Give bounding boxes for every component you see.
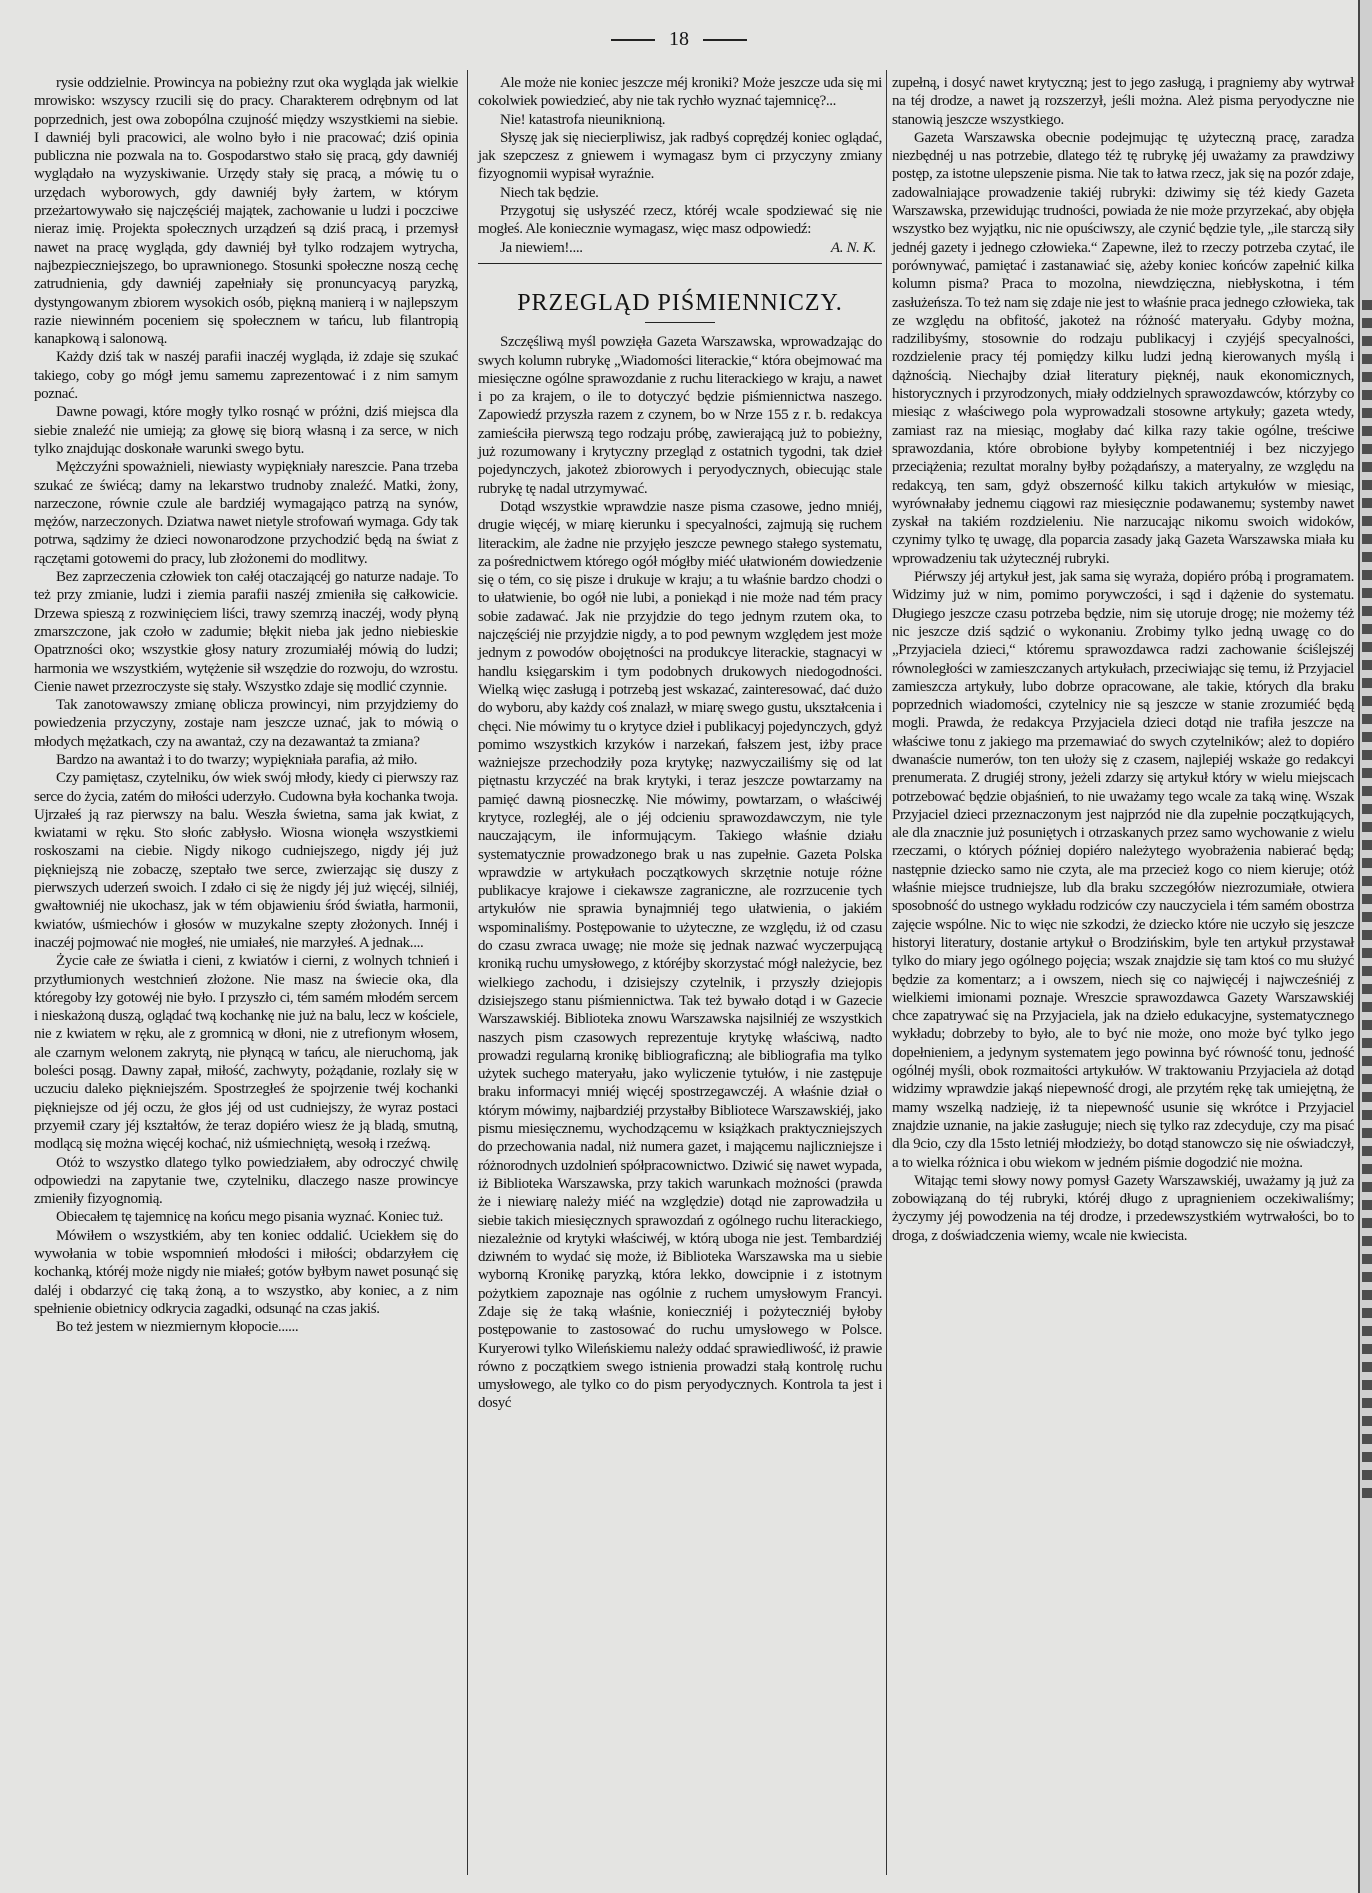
paragraph: Bo też jestem w niezmiernym kłopocie...... [56, 1319, 299, 1336]
paragraph: Dawne powagi, które mogły tylko rosnąć w próżni, dziś miejsca dla siebie znaleźć nie umieją; za głowę się biorą własną i za serce, w nich tylko znajdując doskonałe warunki swego bytu. [34, 404, 458, 457]
heading-rule [645, 322, 715, 323]
paragraph: Czy pamiętasz, czytelniku, ów wiek swój młody, kiedy ci pierwszy raz serce do życia, zatém do miłości uderzyło. Cudowna była kochanka twoja. Ujrzałeś ją raz pierwszy na balu. Weszła świetna, sama jak kwiat, z kwiatami w ręku. Sto słońc zabłysło. Wiosna wionęła wszystkiemi roskoszami na ciebie. Nigdy nikogo cudniejszego, nigdy jéj już piękniejszą nie zobaczę, szeptało twe serce, zwierzając się duszy z pierwszych uderzeń swoich. I zdało ci się że nigdy jéj już więcéj, silniéj, gwałtowniéj nie ukochasz, jak w tém objawieniu śród światła, harmonii, kwiatów, uśmiechów i głosów w muzykalne szepty złożonych. Innéj i inaczéj pojmować nie mogłeś, nie umiałeś, nie marzyłeś. A jednak.... [34, 770, 458, 951]
paragraph: Piérwszy jéj artykuł jest, jak sama się wyraża, dopiéro próbą i programatem. Widzimy już w nim, pomimo porywczości, i sąd i dążenie do systematu. Długiego jeszcze czasu potrzeba będzie, nim się utoruje drogę; nie możemy téż nic jeszcze dziś sądzić o wykonaniu. Zrobimy tylko jedną uwagę co do „Przyjaciela dzieci,“ któremu sprawozdawca radzi zachowanie ściślejszéj równoległości w zamieszczanych artykułach, przeciwiając się temu, iż Przyjaciel zamieszcza artykuły, lubo dobrze opracowane, ale takie, których dla braku poprzednich wiadomości, czytelnicy nie są jeszcze w stanie zrozumiéć będą mogli. Prawda, że redakcya Przyjaciela dzieci dotąd nie trafiła jeszcze na właściwe tonu z jakiego ma przemawiać do swych czytelników; ależ to dopiéro dwanaście numerów, ton ten ułoży się z czasem, najlepiéj wskaże go redakcyi prenumerata. Z drugiéj strony, jeżeli zdarzy się artykuł który w wielu miejscach potrzebować będzie objaśnień, to nie uważamy tego wcale za taką winę. Wszak Przyjaciel dzieci przeznaczonym jest najprzód nie dla zupełnie początkujących, ale dla znacznie już posuniętych i otrzaskanych przez samo wychowanie z wielu rzeczami, o których później dopiéro należytego wyobrażenia nabierać będą; następnie dziecko samo nie czyta, ale ma przecież kogo co niem kieruje; otóż właśnie miejsce trudniejsze, lub dla braku szczegółów niezrozumiałe, otwiera sposobność do ustnego wykładu rodziców czy nauczyciela i tém samém obostrza zajęcie wspólne. Nic to więc nie szkodzi, że dziecko które nie uczyło się jeszcze historyi literatury, dostanie artykuł o Brodzińskim, byle ten artykuł przystawał tylko do miary jego ogólnego pojęcia; wszak znajdzie się tam ktoś co mu służyć będzie za komentarz; a i owszem, niech się co najwięcéj i najwcześniéj z wielkiemi imionami poznaje. Wreszcie sprawozdawca Gazety Warszawskiéj chce zapatrywać się na Przyjaciela, jak na dzieło edukacyjne, systematycznego wykładu; dobrzeby to było, ale to być nie może, ono może być tylko jego dopełnieniem, a jedynym systematem jego powinna być równość tonu, jedność ogólnéj myśli, obok rozmaitości artykułów. W traktowaniu Przyjaciela aż dotąd widzimy wprawdzie jakąś niepewność drogi, ale przytém rękę tak umiejętną, że mamy wszelką nadzieję, iż ta niepewność usunie się wkrótce i Przyjaciel znajdzie uznanie, na jakie zasługuje; niech się tylko raz zdecyduje, czy ma pisać dla 9cio, czy dla 15sto letniéj młodzieży, bo dotąd stanowczo się nie oświadczył, a to wielka różnica i obu wiekom w jedném piśmie dogodzić nie można. [892, 569, 1354, 1171]
article-divider [478, 263, 882, 264]
paragraph: Tak zanotowawszy zmianę oblicza prowincyi, nim przyjdziemy do powiedzenia przyczyny, zostaje nam jeszcze uznać, jak to mówią o młodych mężatkach, czy na awantaż, czy na dezawantaż ta zmiana? [34, 697, 458, 750]
column-rule [467, 70, 468, 1875]
paragraph: Ale może nie koniec jeszcze méj kroniki? Może jeszcze uda się mi cokolwiek powiedzieć, aby nie tak rychło wyznać tajemnicę?... [478, 75, 882, 110]
paragraph: Bardzo na awantaż i to do twarzy; wypiękniała parafia, aż miło. [56, 751, 418, 768]
paragraph: Mężczyźni spoważnieli, niewiasty wypiękniały nareszcie. Pana trzeba szukać ze świécą; damy na lekarstwo trudnoby znaleźć. Matki, żony, narzeczone, równie czule ale bardziéj wymagająco patrzą na synów, mężów, narzeczonych. Dziatwa nawet nietyle strofowań wymaga. Gdy tak potrwa, sądzimy że dzieci nowonarodzone przychodzić będą na świat z rączętami gotowemi do pracy, lub złożonemi do modlitwy. [34, 459, 458, 567]
paragraph: zupełną, i dosyć nawet krytyczną; jest to jego zasługą, i pragniemy aby wytrwał na téj drodze, a nawet ją rozszerzył, jeśli można. Ależ pisma peryodyczne nie stanowią jeszcze wszystkiego. [892, 75, 1354, 128]
signoff-text: Ja niewiem!.... [500, 239, 583, 256]
folio-dash-left [611, 39, 655, 41]
paragraph: rysie oddzielnie. Prowincya na pobieżny rzut oka wygląda jak wielkie mrowisko: wszyscy rzucili się do pracy. Charakterem odrębnym od lat poprzednich, jest owa zobopólna czujność między wszystkiemi na siebie. I dawniéj byli pracowici, ale wolno było i nie pracować; dziś opinia publiczna nie pozwala na to. Gospodarstwo stało się pracą, gdy dawniéj wyglądało na wyzyskiwanie. Urzędy stały się pracą, a mówię tu o urzędach wyborowych, gdy dawniéj były żartem, w którym przeżartowywało się najczęściéj majątek, zachowanie u ludzi i poczciwe nieraz imię. Projekta społecznych urządzeń są dziś pracą, i przemysł nawet na pracę wygląda, gdy dawniéj był tylko rodzajem wytrycha, najbezpieczniejszego, bo uprawnionego. Stosunki społeczne noszą cechę zatrudnienia, gdy dawniéj zapełniały się pronuncyacyą paryzką, dystyngowanym zbiorem wysokich osób, piękną manierą i w najlepszym razie niewinném poceniem się społecznem w tańcu, lub filantropią kanapkową i salonową. [34, 75, 458, 348]
page-number [0, 28, 1358, 51]
paragraph: Mówiłem o wszystkiém, aby ten koniec oddalić. Uciekłem się do wywołania w tobie wspomnień młodości i miłości; obdarzyłem cię kochanką, któréj może nigdy nie miałeś; gotów byłbym nawet posunąć się daléj i obdarzyć cię taką żoną, a to wszystko, aby koniec, a z nim spełnienie obietnicy odkrycia zagadki, odsunąć na czas jakiś. [34, 1227, 458, 1317]
signoff [478, 239, 882, 257]
paragraph: Każdy dziś tak w naszéj parafii inaczéj wygląda, iż zdaje się szukać takiego, coby go mógł jemu samemu zaprezentować i z nim samym poznać. [34, 349, 458, 403]
folio-dash-right [703, 39, 747, 41]
column-2 [478, 74, 882, 1413]
paragraph: Nie! katastrofa nieuniknioną. [500, 111, 666, 128]
paragraph: Gazeta Warszawska obecnie podejmując tę użyteczną pracę, zaradza niezbędnéj u nas potrzebie, dlatego téż tę rubrykę jéj uważamy za prawdziwy postęp, za istotne ulepszenie pisma. Nie tak to łatwa rzecz, jak się na pozór zdaje, zadowalniające prowadzenie takiéj rubryki: dziwimy się téż kiedy Gazeta Warszawska, przewidując trudności, powiada że nie może przyrzekać, aby objęła wszystko bez wyjątku, nic nie opuściwszy, ale czynić będzie tyle, „ile starczą siły jednéj gazety i jednego człowieka.“ Zapewne, ileż to rzeczy potrzeba czytać, ile porównywać, pamiętać i zastanawiać się, ażeby koniec końców zapełnić kilka kolumn pisma? Praca to mozolna, niewdzięczna, niebłyskotna, i tém zasłużeńsza. To też nam się zdaje nie jest to właśnie praca jednego człowieka, tak ze względu na obfitość, jakoteż na różność materyału. Gdyby można, radzilibyśmy, stosownie do rodzaju publikacyj i czyjéjś specyalności, rozdzielenie pracy téj pomiędzy kilku ludzi jedną kierowanych myślą i dążnością. Niechajby dział literatury pięknéj, nauk ekonomicznych, historycznych i przyrodzonych, miały oddzielnych sprawozdawców, którzyby co miesiąc z właściwego pola wyprowadzali stosowne artykuły; gazeta wtedy, zamiast raz na miesiąc, mogłaby dać kilka razy takie ogólne, treściwe sprawozdania, które obrobione byłyby kompetentniéj i bez niczyjego przeciążenia; rezultat moralny byłby pożądańszy, a materyalny, ze względu na redakcyą, ten sam, gdyż obszerność kilku takich artykułów w miesiąc, wyrównałaby jednemu ciągowi raz miesięcznie podawanemu; systemby nawet zyskał na takiém rozdzieleniu. Nie narzucając nikomu swoich widoków, czynimy tylko tę uwagę, dla poparcia zasady jaką Gazeta Warszawska miała ku wprowadzeniu tak użytecznéj rubryki. [892, 129, 1354, 567]
section-heading: PRZEGLĄD PIŚMIENNICZY. [517, 289, 843, 316]
paragraph: Szczęśliwą myśl powzięła Gazeta Warszawska, wprowadzając do swych kolumn rubrykę „Wiadomości literackie,“ która obejmować ma miesięczne ogólne sprawozdanie z ruchu literackiego w kraju, a nawet i po za krajem, o ile to dotyczyć będzie piśmiennictwa naszego. Zapowiedź przyszła razem z czynem, bo w Nrze 155 z r. b. redakcya zamieściła pierwszą tego rodzaju próbę, zawierającą już to pobieżny, już rozumowany i krytyczny przegląd z ostatnich tygodni, tak dzieł pojedynczych, jakoteż zbiorowych i peryodycznych, obiecując stale rubrykę tę nadal utrzymywać. [478, 334, 882, 497]
column-1 [34, 74, 458, 1336]
paragraph: Przygotuj się usłyszéć rzecz, któréj wcale spodziewać się nie mogłeś. Ale koniecznie wymagasz, więc masz odpowiedź: [478, 203, 882, 238]
paragraph: Otóż to wszystko dlatego tylko powiedziałem, aby odroczyć chwilę odpowiedzi na zapytanie twe, czytelniku, dlaczego nasze prowincye zmieniły fizyognomią. [34, 1154, 458, 1208]
adjacent-page-text-fragment [1362, 300, 1372, 1500]
paragraph: Obiecałem tę tajemnicę na końcu mego pisania wyznać. Koniec tuż. [56, 1209, 444, 1226]
paragraph: Bez zaprzeczenia człowiek ton całéj otaczającéj go naturze nadaje. To też przy zmianie, ludzi i ziemia parafii naszéj zmieniła się całkowicie. Drzewa spieszą z rozwinięciem liści, trawy szemrzą inaczéj, wody płyną zmarszczone, jak czoło w zadumie; błękit nieba jak jedno niebieskie Opatrzności oko; wszystkie głosy natury zrozumiałéj mówią do ludzi; harmonia we wszystkiém, wytężenie sił wszędzie do rozwoju, do wzrostu. Cienie nawet przezroczyste się stały. Wszystko zdaje się modlić czynnie. [34, 569, 458, 695]
paragraph: Niech tak będzie. [500, 184, 599, 201]
column-3 [892, 74, 1354, 1245]
paragraph: Dotąd wszystkie wprawdzie nasze pisma czasowe, jedno mniéj, drugie więcéj, w miarę kierunku i specyalności, zajmują się ruchem literackim, ale żadne nie przyjęło jeszcze pewnego stałego systematu, za pośrednictwem którego ogół mógłby miéć ułatwioném dowiedzenie się o tém, co się pisze i drukuje w kraju; a tu właśnie bardzo chodzi o to ułatwienie, bo ogół nie lubi, a poniekąd i nie może nad tém pracy sobie zadawać. Jak nie przyjdzie do tego jednym rzutem oka, to najczęściéj nie przyjdzie nigdy, a to pod pewnym względem jest może jednym z powodów obojętności na produkcye literackie, stagnacyi w handlu księgarskim i tym podobnych drukowych niedogodności. Wielką więc zasługą i potrzebą jest wskazać, zainteresować, dać dużo do wyboru, aby każdy coś znalazł, w miarę swego gustu, ukształcenia i chęci. Nie mówimy tu o krytyce dzieł i publikacyj pojedynczych, gdyż pomimo wszystkich krzyków i narzekań, fałszem jest, iżby prace ważniejsze przechodziły poza krytykę; nazwyczailiśmy się od lat piętnastu krzyczéć na brak krytyki, i teraz jeszcze powtarzamy na pamięć dawną piosneczkę. Nie mówimy, powtarzam, o właściwéj krytyce, rozległéj, ale o jéj odcieniu sprawozdawczym, nie tyle nauczającym, ile informującym. Takiego właśnie działu systematycznie prowadzonego brak u nas zupełnie. Gazeta Polska wprawdzie w artykułach początkowych skrzętnie notuje różne publikacye krajowe i ciekawsze zagraniczne, ale rozrzucenie tych artykułów nie sprawia bynajmniéj tego ułatwienia, o jakiém wspominaliśmy. Postępowanie to użyteczne, ze względu, iż od czasu do czasu zwraca uwagę; nie może się jednak nazwać wyczerpującą kroniką ruchu umysłowego, z któréjby skorzystać mógł należycie, bez wielkiego zachodu, i dzisiejszy czytelnik, i przyszły dziejopis dzisiejszego stanu piśmiennictwa. Tak też bywało dotąd i w Gazecie Warszawskiéj. Biblioteka znowu Warszawska najsilniéj ze wszystkich naszych pism czasowych reprezentuje krytykę właściwą, nadto prowadzi regularną kronikę bibliograficzną; ale bibliografia ma tylko użytek suchego materyału, jako wyliczenie tytułów, i nie zastępuje braku informacyi mniéj więcéj spostrzegawczéj. A właśnie dział o którym mówimy, najbardziéj przystałby Bibliotece Warszawskiéj, jako pismu miesięcznemu, wychodzącemu w książkach praktyczniejszych do przechowania nadal, niż numera gazet, i mającemu najliczniejsze i różnorodnych uzdolnień spółpracownictwo. Dziwić się nawet wypada, iż Biblioteka Warszawska, przy takich warunkach możności (prawda że i niewiarę należy miéć na względzie) dotąd nie zaprowadziła u siebie takich miesięcznych sprawozdań z ogólnego ruchu literackiego, niezależnie od krytyki właściwéj, w którą uboga nie jest. Tembardziéj dziwném to wydać się może, iż Biblioteka Warszawska ma u siebie wyborną Kronikę paryzką, która lekko, dowcipnie i z istotnym pożytkiem zapoznaje nas ogólnie z ruchem umysłowym Francyi. Zdaje się że taką właśnie, konieczniéj i pożyteczniéj byłoby postępowanie to zastosować do ruchu umysłowego w Polsce. Kuryerowi tylko Wileńskiemu należy oddać sprawiedliwość, iż prawie równo z początkiem swego istnienia prowadzi stałą kontrolę ruchu umysłowego, ale tylko co do pism peryodycznych. Kontrola ta jest i dosyć [478, 498, 882, 1412]
paragraph: Witając temi słowy nowy pomysł Gazety Warszawskiéj, uważamy ją już za zobowiązaną do téj rubryki, któréj długo z upragnieniem oczekiwaliśmy; życzymy jéj powodzenia na téj drodze, i przedewszystkiém wytrwałości, bo to droga, z doświadczenia wiemy, wcale nie kwiecista. [892, 1172, 1354, 1244]
author-initials: A. N. K. [830, 239, 876, 256]
column-rule [886, 70, 887, 1875]
page-number-text: 18 [669, 28, 689, 50]
paragraph: Życie całe ze światła i cieni, z kwiatów i cierni, z wolnych tchnień i przytłumionych westchnień złożone. Nie masz na świecie oka, dla któregoby łzy gotowéj nie było. I przyszło ci, tém samém młodém sercem i nieskażoną duszą, oglądać twą kochankę nie już na balu, lecz w kościele, nie z kwiatem w ręku, ale z gromnicą w dłoni, nie z utrefionym włosem, ale czarnym welonem zakrytą, nie płynącą w tańcu, ale nieruchomą, jak boleści posąg. Dawny zapał, miłość, zachwyty, pożądanie, rozlały się w uczuciu daleko piękniejszém. Spostrzegłeś że spojrzenie twéj kochanki piękniejsze od jéj oczu, że głos jéj od ust cudniejszy, że wyraz postaci przyemił czary jéj kształtów, że teraz dopiéro wiesz że ją bladą, smutną, modlącą się można więcéj kochać, niż uśmiechniętą, wesołą i rzeźwą. [34, 953, 458, 1153]
paragraph: Słyszę jak się niecierpliwisz, jak radbyś coprędzéj koniec oglądać, jak szepczesz z gniewem i wymagasz bym ci przyczyny zmiany fizyognomii wypisał wyraźnie. [478, 129, 882, 183]
